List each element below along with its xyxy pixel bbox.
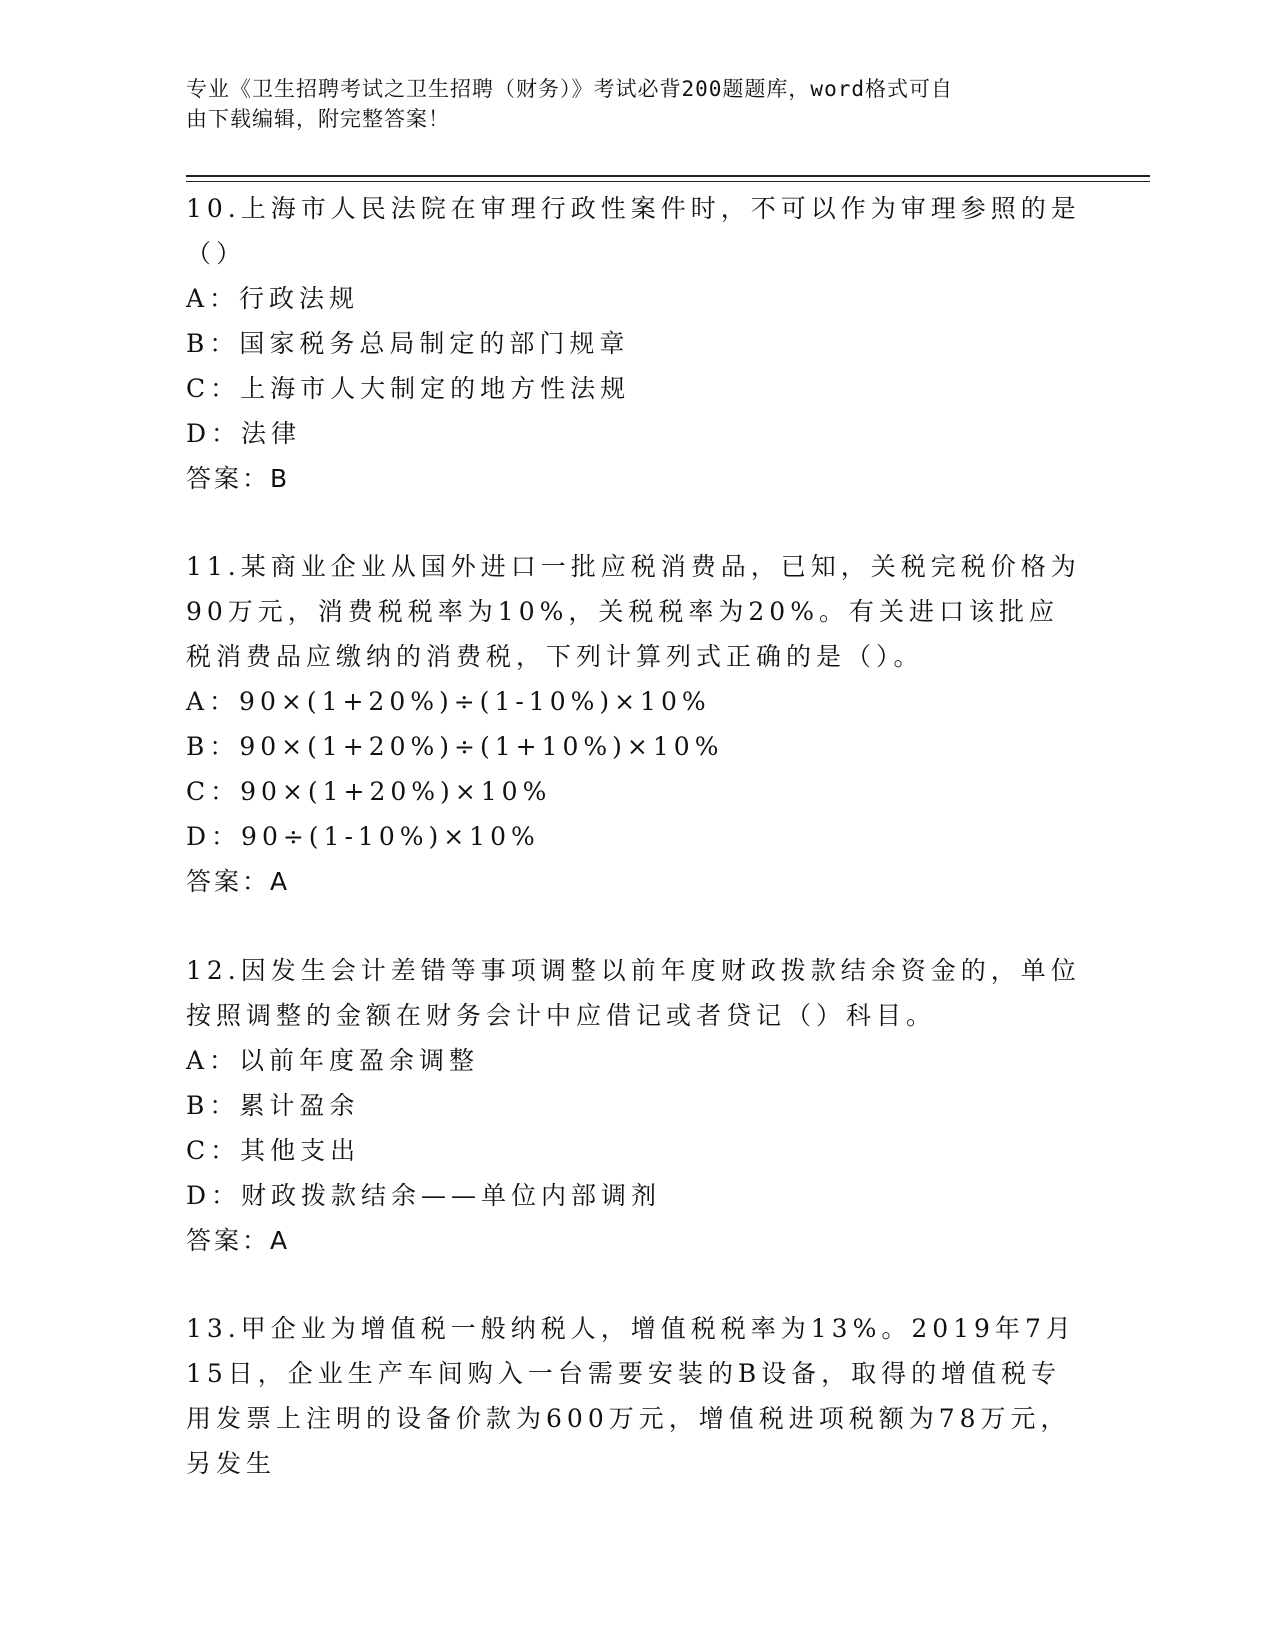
option-d: D：财政拨款结余——单位内部调剂 — [186, 1181, 662, 1210]
question-12 — [186, 948, 1086, 1263]
option-d: D：法律 — [186, 419, 302, 448]
question-stem: 12.因发生会计差错等事项调整以前年度财政拨款结余资金的，单位按照调整的金额在财务会计中应借记或者贷记（）科目。 — [186, 956, 1081, 1030]
option-b: B：90×(1+20%)÷(1+10%)×10% — [186, 732, 724, 761]
question-stem: 10.上海市人民法院在审理行政性案件时，不可以作为审理参照的是（） — [186, 194, 1081, 268]
option-c: C：上海市人大制定的地方性法规 — [186, 374, 631, 403]
question-10 — [186, 186, 1086, 501]
option-c: C：其他支出 — [186, 1136, 361, 1165]
question-stem: 13.甲企业为增值税一般纳税人，增值税税率为13%。2019年7月15日，企业生产车间购入一台需要安装的B设备，取得的增值税专用发票上注明的设备价款为600万元，增值税进项税额为78万元，另发生 — [186, 1314, 1076, 1478]
header-divider-thin — [186, 181, 1150, 182]
option-a: A：以前年度盈余调整 — [186, 1046, 480, 1075]
document-header — [186, 74, 1066, 134]
header-line-1: 专业《卫生招聘考试之卫生招聘（财务）》考试必背200题题库，word格式可自 — [186, 77, 953, 101]
answer-label: 答案：A — [186, 867, 291, 896]
option-b: B：国家税务总局制定的部门规章 — [186, 329, 630, 358]
question-11 — [186, 544, 1086, 904]
answer-label: 答案：B — [186, 464, 291, 493]
option-b: B：累计盈余 — [186, 1091, 360, 1120]
header-divider-thick — [186, 175, 1150, 177]
question-stem: 11.某商业企业从国外进口一批应税消费品，已知，关税完税价格为90万元，消费税税率为10%，关税税率为20%。有关进口该批应税消费品应缴纳的消费税，下列计算列式正确的是（）。 — [186, 552, 1081, 671]
header-line-2: 由下载编辑，附完整答案！ — [186, 107, 450, 131]
option-a: A：90×(1+20%)÷(1-10%)×10% — [186, 687, 711, 716]
answer-label: 答案：A — [186, 1226, 291, 1255]
question-13 — [186, 1306, 1086, 1486]
option-d: D：90÷(1-10%)×10% — [186, 822, 540, 851]
option-a: A：行政法规 — [186, 284, 360, 313]
option-c: C：90×(1+20%)×10% — [186, 777, 552, 806]
